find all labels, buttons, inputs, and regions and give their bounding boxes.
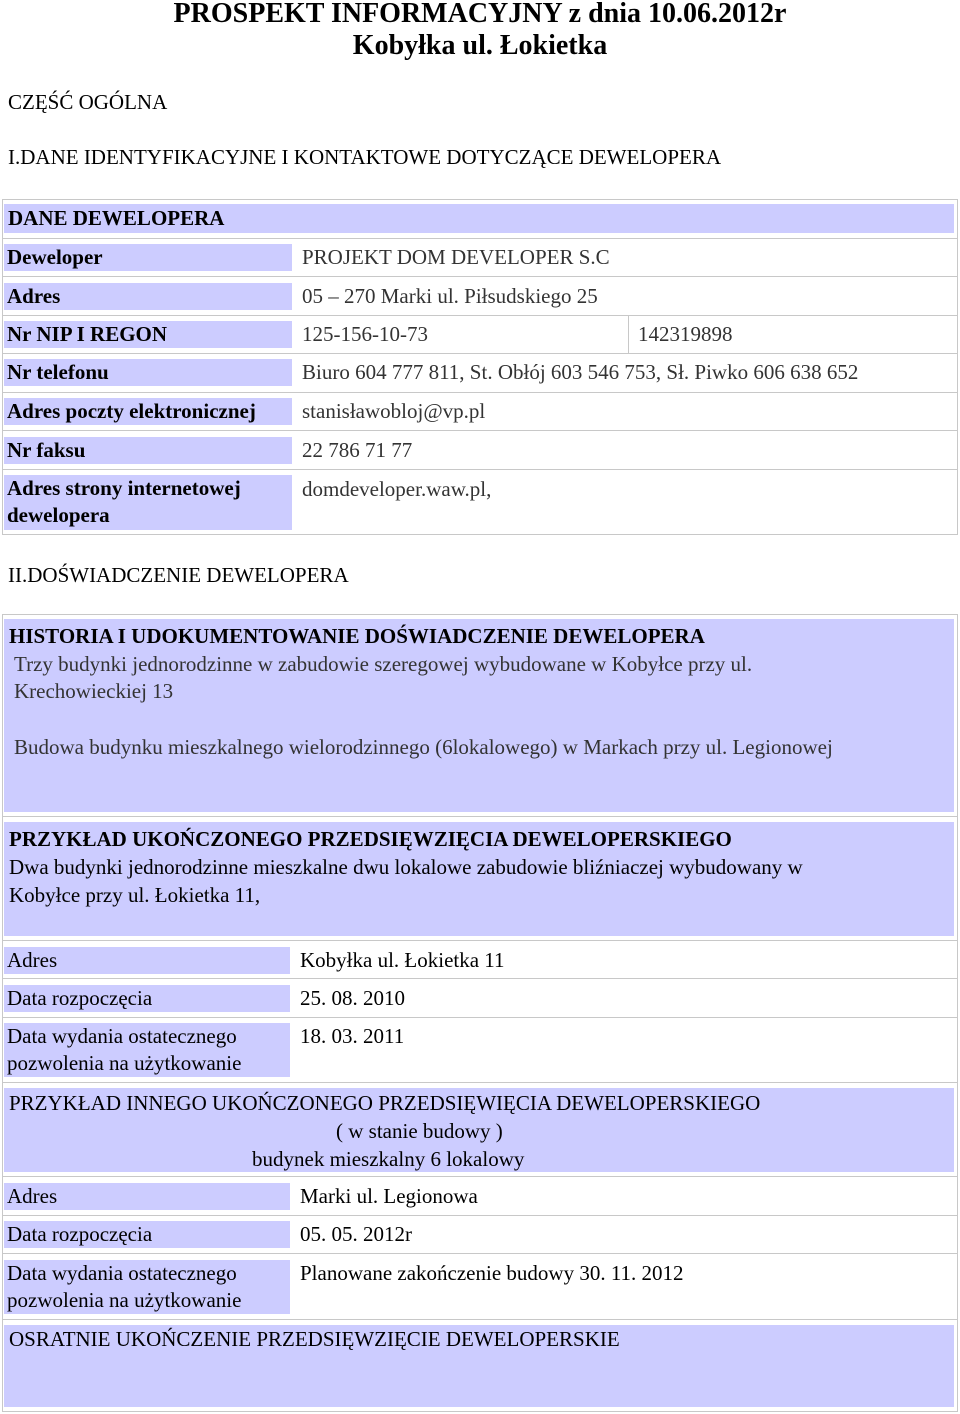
- example-title: PRZYKŁAD UKOŃCZONEGO PRZEDSIĘWZIĘCIA DEWELOPERSKIEGO: [9, 827, 732, 851]
- value-nip: 125-156-10-73: [302, 322, 428, 346]
- value-email: stanisławobloj@vp.pl: [302, 399, 486, 423]
- other-label-permit: Data wydania ostatecznego pozwolenia na użytkowanie: [4, 1260, 290, 1314]
- other-label-adres: Adres: [4, 1183, 290, 1210]
- value-telefon: Biuro 604 777 811, St. Obłój 603 546 753, Sł. Piwko 606 638 652: [302, 360, 859, 384]
- other-label-start: Data rozpoczęcia: [4, 1221, 290, 1248]
- example-line1: Dwa budynki jednorodzinne mieszkalne dwu lokalowe zabudowie bliźniaczej wybudowany w: [9, 855, 803, 879]
- value-www: domdeveloper.waw.pl,: [302, 477, 492, 501]
- example-value-permit: 18. 03. 2011: [300, 1024, 405, 1048]
- value-faks: 22 786 71 77: [302, 438, 413, 462]
- other-sub2: budynek mieszkalny 6 lokalowy: [252, 1147, 525, 1171]
- section2-heading: II.DOŚWIADCZENIE DEWELOPERA: [8, 563, 349, 587]
- label-nip-regon: Nr NIP I REGON: [4, 321, 292, 348]
- document-title: PROSPEKT INFORMACYJNY z dnia 10.06.2012r: [173, 0, 787, 29]
- example-value-start: 25. 08. 2010: [300, 986, 405, 1010]
- other-value-permit: Planowane zakończenie budowy 30. 11. 2012: [300, 1261, 684, 1285]
- example-line2: Kobyłce przy ul. Łokietka 11,: [9, 883, 261, 907]
- label-www: Adres strony internetowej dewelopera: [4, 475, 292, 530]
- value-adres: 05 – 270 Marki ul. Piłsudskiego 25: [302, 284, 598, 308]
- label-adres: Adres: [4, 283, 292, 310]
- value-regon: 142319898: [638, 322, 733, 346]
- label-telefon: Nr telefonu: [4, 359, 292, 386]
- history-line3: Budowa budynku mieszkalnego wielorodzinnego (6lokalowego) w Markach przy ul. Legionowej: [14, 735, 833, 759]
- document-subtitle: Kobyłka ul. Łokietka: [352, 30, 608, 61]
- section1-heading: I.DANE IDENTYFIKACYJNE I KONTAKTOWE DOTYCZĄCE DEWELOPERA: [8, 145, 722, 169]
- example-label-start: Data rozpoczęcia: [4, 985, 290, 1012]
- example-label-permit: Data wydania ostatecznego pozwolenia na użytkowanie: [4, 1023, 290, 1077]
- history-line1: Trzy budynki jednorodzinne w zabudowie szeregowej wybudowane w Kobyłce przy ul.: [14, 652, 753, 676]
- history-line2: Krechowieckiej 13: [14, 679, 174, 703]
- last-title: OSRATNIE UKOŃCZENIE PRZEDSIĘWZIĘCIE DEWELOPERSKIE: [9, 1327, 620, 1351]
- part-heading: CZĘŚĆ OGÓLNA: [8, 90, 168, 114]
- other-sub1: ( w stanie budowy ): [336, 1119, 503, 1143]
- history-title: HISTORIA I UDOKUMENTOWANIE DOŚWIADCZENIE DEWELOPERA: [9, 624, 705, 648]
- other-value-start: 05. 05. 2012r: [300, 1222, 412, 1246]
- label-deweloper: Deweloper: [4, 244, 292, 271]
- label-email: Adres poczty elektronicznej: [4, 398, 292, 425]
- value-deweloper: PROJEKT DOM DEVELOPER S.C: [302, 245, 610, 269]
- developer-table-title: DANE DEWELOPERA: [8, 206, 225, 230]
- example-value-adres: Kobyłka ul. Łokietka 11: [300, 948, 505, 972]
- label-faks: Nr faksu: [4, 437, 292, 464]
- example-label-adres: Adres: [4, 947, 290, 974]
- other-title: PRZYKŁAD INNEGO UKOŃCZONEGO PRZEDSIĘWIĘCIA DEWELOPERSKIEGO: [9, 1091, 761, 1115]
- other-value-adres: Marki ul. Legionowa: [300, 1184, 478, 1208]
